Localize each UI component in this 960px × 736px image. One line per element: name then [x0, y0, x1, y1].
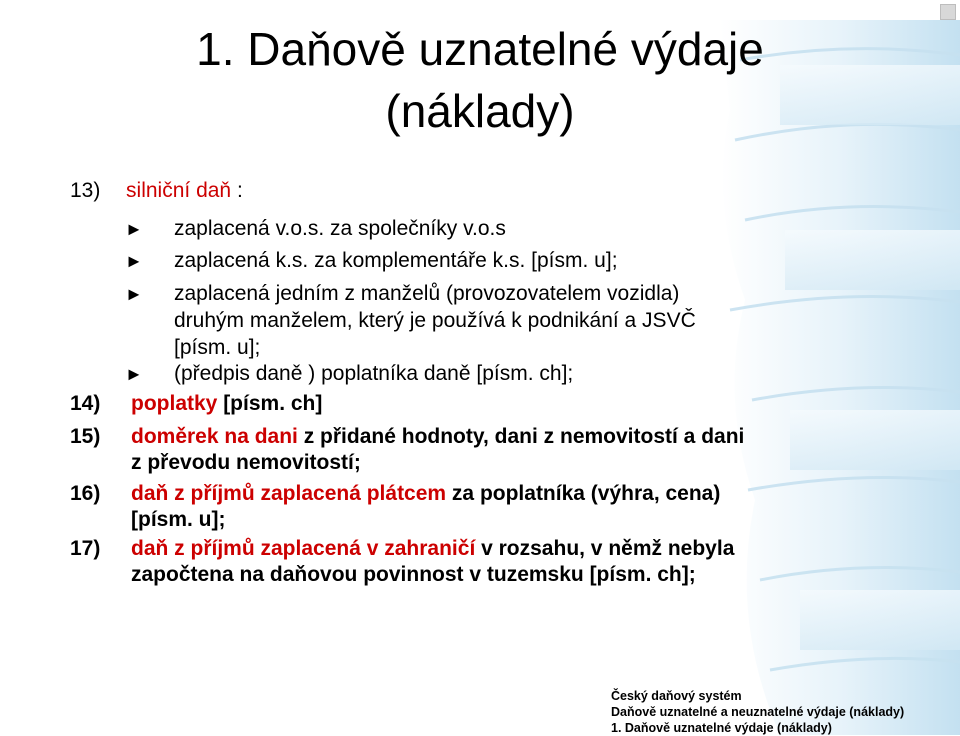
list-item-15: [70, 424, 745, 474]
item-text: za poplatníka (výhra, cena): [446, 482, 721, 505]
item-text-line-2: z převodu nemovitostí;: [131, 451, 361, 474]
item-text: :: [231, 179, 243, 202]
list-item-17: [70, 536, 735, 586]
sub-bullet-4: [125, 361, 574, 387]
bullet-text: (předpis daně ) poplatníka daně [písm. ch];: [174, 362, 574, 385]
item-highlight: daň z příjmů zaplacená plátcem: [131, 482, 447, 505]
item-text-line-2: [písm. u];: [131, 508, 226, 531]
item-text-line-2: započtena na daňovou povinnost v tuzemsku [písm. ch];: [131, 563, 696, 586]
item-number: 15): [70, 425, 101, 448]
item-highlight: silniční daň: [126, 179, 232, 202]
sub-bullet-1: [125, 216, 506, 242]
bullet-arrow-icon: ►: [125, 284, 143, 304]
sub-bullet-3: [125, 281, 696, 359]
bullet-text-line-2: druhým manželem, který je používá k podnikání a JSVČ: [174, 309, 696, 332]
bullet-text-line-1: zaplacená jedním z manželů (provozovatelem vozidla): [174, 282, 680, 305]
bullet-text: zaplacená k.s. za komplementáře k.s. [písm. u];: [174, 249, 618, 272]
bullet-text: zaplacená v.o.s. za společníky v.o.s: [174, 217, 506, 240]
item-number: 13): [70, 179, 101, 202]
item-highlight: poplatky: [131, 392, 218, 415]
item-highlight: doměrek na dani: [131, 425, 298, 448]
title-line-2: (náklady): [385, 85, 575, 137]
item-number: 16): [70, 482, 101, 505]
title-line-1: 1. Daňově uznatelné výdaje: [196, 23, 764, 75]
item-text: [písm. ch]: [217, 392, 323, 415]
bullet-arrow-icon: ►: [125, 251, 143, 271]
item-number: 17): [70, 537, 101, 560]
list-item-16: [70, 481, 721, 531]
footer-line-1: Český daňový systém: [611, 689, 742, 703]
item-text: v rozsahu, v němž nebyla: [475, 537, 735, 560]
page-title: [0, 18, 960, 142]
bullet-text-line-3: [písm. u];: [174, 336, 261, 359]
item-highlight: daň z příjmů zaplacená v zahraničí: [131, 537, 476, 560]
bullet-arrow-icon: ►: [125, 364, 143, 384]
footer-line-2: Daňově uznatelné a neuznatelné výdaje (náklady): [611, 705, 905, 719]
sub-bullet-2: [125, 248, 618, 274]
bullet-arrow-icon: ►: [125, 219, 143, 239]
footer-line-3: 1. Daňově uznatelné výdaje (náklady): [611, 721, 832, 735]
item-number: 14): [70, 392, 101, 415]
item-text: z přidané hodnoty, dani z nemovitostí a dani: [297, 425, 745, 448]
list-item-14: [70, 391, 323, 417]
slide-footer: [611, 688, 904, 736]
list-item-13: [70, 178, 243, 204]
